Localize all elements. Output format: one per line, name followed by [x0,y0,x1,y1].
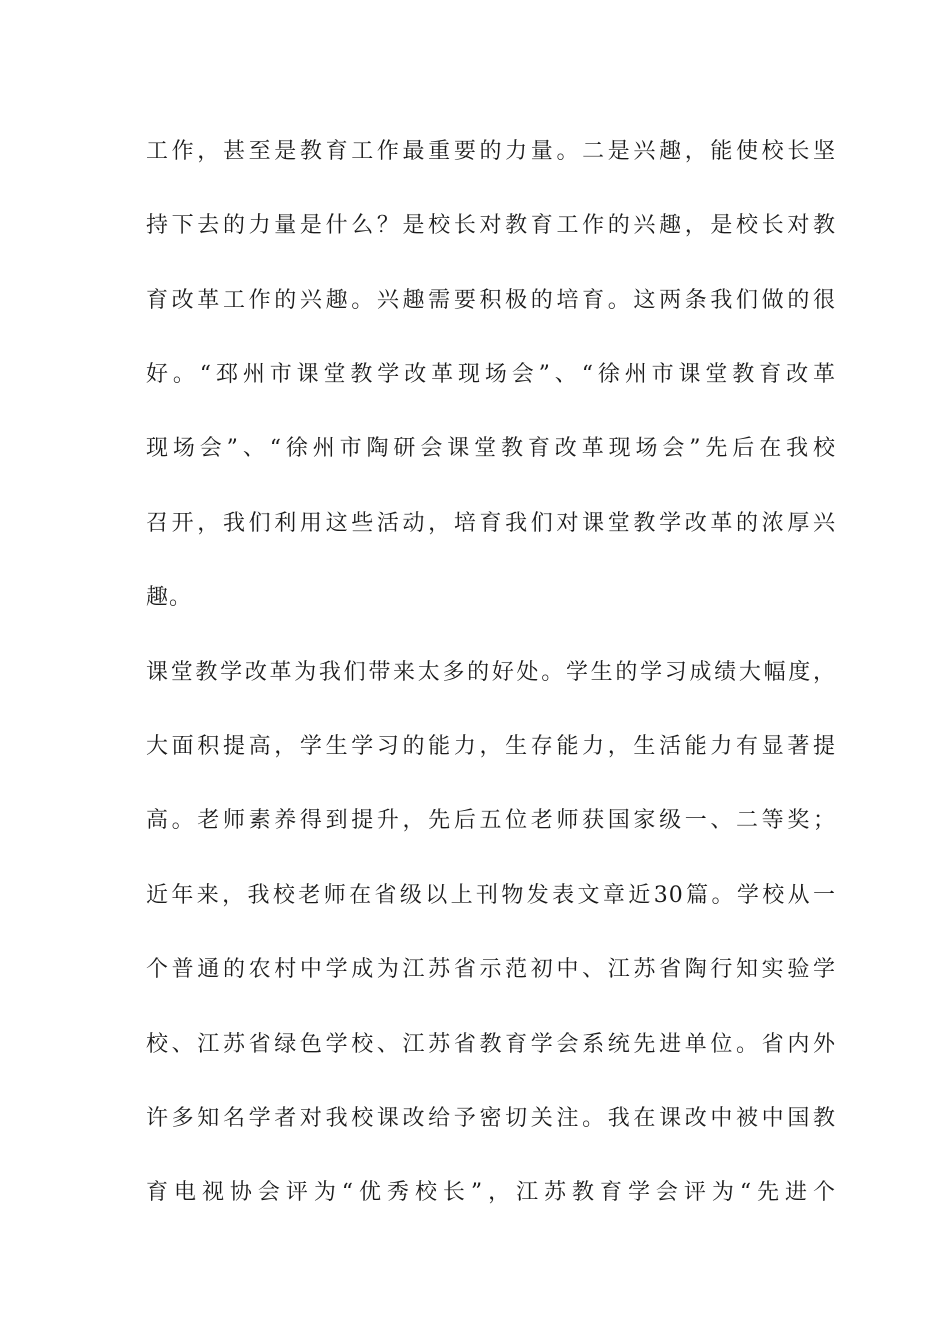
text-line: 趣。 [146,585,193,610]
text-line: 课堂教学改革为我们带来太多的好处。学生的学习成绩大幅度， [146,660,836,685]
text-line: 现场会”、“徐州市陶研会课堂教育改革现场会”先后在我校 [146,436,836,461]
text-line: 育改革工作的兴趣。兴趣需要积极的培育。这两条我们做的很 [146,288,836,313]
text-line: 大面积提高，学生学习的能力，生存能力，生活能力有显著提 [146,734,836,759]
text-line: 召开，我们利用这些活动，培育我们对课堂教学改革的浓厚兴 [146,511,836,536]
text-line: 校、江苏省绿色学校、江苏省教育学会系统先进单位。省内外 [146,1032,836,1057]
text-line: 近年来，我校老师在省级以上刊物发表文章近30篇。学校从一 [146,883,836,908]
text-line: 工作，甚至是教育工作最重要的力量。二是兴趣，能使校长坚 [146,139,836,164]
text-line: 高。老师素养得到提升，先后五位老师获国家级一、二等奖； [146,808,836,833]
text-line: 好。“邳州市课堂教学改革现场会”、“徐州市课堂教育改革 [146,362,836,387]
text-line: 个普通的农村中学成为江苏省示范初中、江苏省陶行知实验学 [146,957,836,982]
text-line: 持下去的力量是什么？是校长对教育工作的兴趣，是校长对教 [146,213,836,238]
text-line: 许多知名学者对我校课改给予密切关注。我在课改中被中国教 [146,1106,836,1131]
text-line: 育电视协会评为“优秀校长”，江苏教育学会评为“先进个 [146,1180,836,1205]
